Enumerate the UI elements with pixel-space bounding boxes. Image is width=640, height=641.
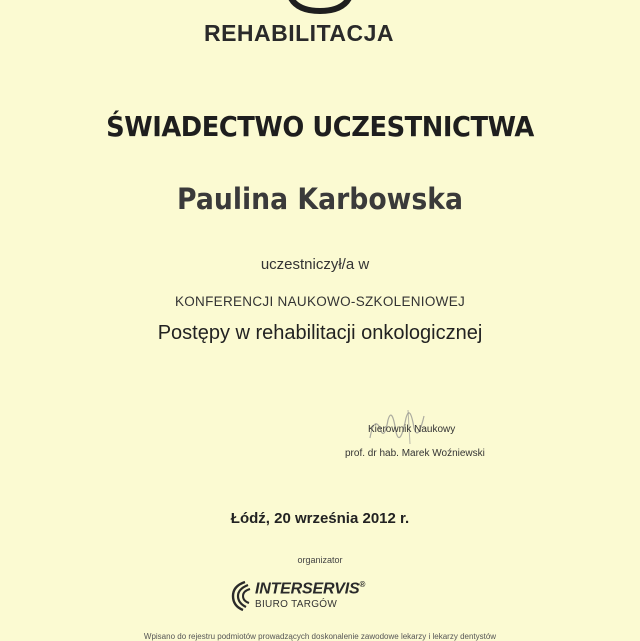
interservis-mark-icon [229, 580, 253, 612]
participation-text: uczestniczył/a w [260, 256, 370, 273]
organizer-label: organizator [297, 555, 343, 565]
participant-name: Paulina Karbowska [177, 182, 463, 216]
signatory-role: Kierownik Naukowy [368, 424, 456, 435]
conference-title: Postępy w rehabilitacji onkologicznej [157, 322, 483, 344]
footer-text: Wpisano do rejestru podmiotów prowadzących doskonalenie zawodowe lekarzy i lekarzy dentystów [143, 632, 497, 641]
place-date: Łódź, 20 września 2012 r. [230, 510, 410, 527]
rehabilitacja-logo-icon [278, 0, 362, 16]
organizer-logo [229, 580, 369, 614]
organizer-subtitle: BIURO TARGÓW [255, 599, 338, 610]
conference-type: KONFERENCJI NAUKOWO-SZKOLENIOWEJ [174, 294, 466, 309]
signatory-name: prof. dr hab. Marek Woźniewski [345, 448, 485, 459]
organizer-name: INTERSERVIS® [255, 580, 366, 598]
header-title: REHABILITACJA [203, 20, 395, 46]
certificate-title: ŚWIADECTWO UCZESTNICTWA [106, 110, 534, 143]
